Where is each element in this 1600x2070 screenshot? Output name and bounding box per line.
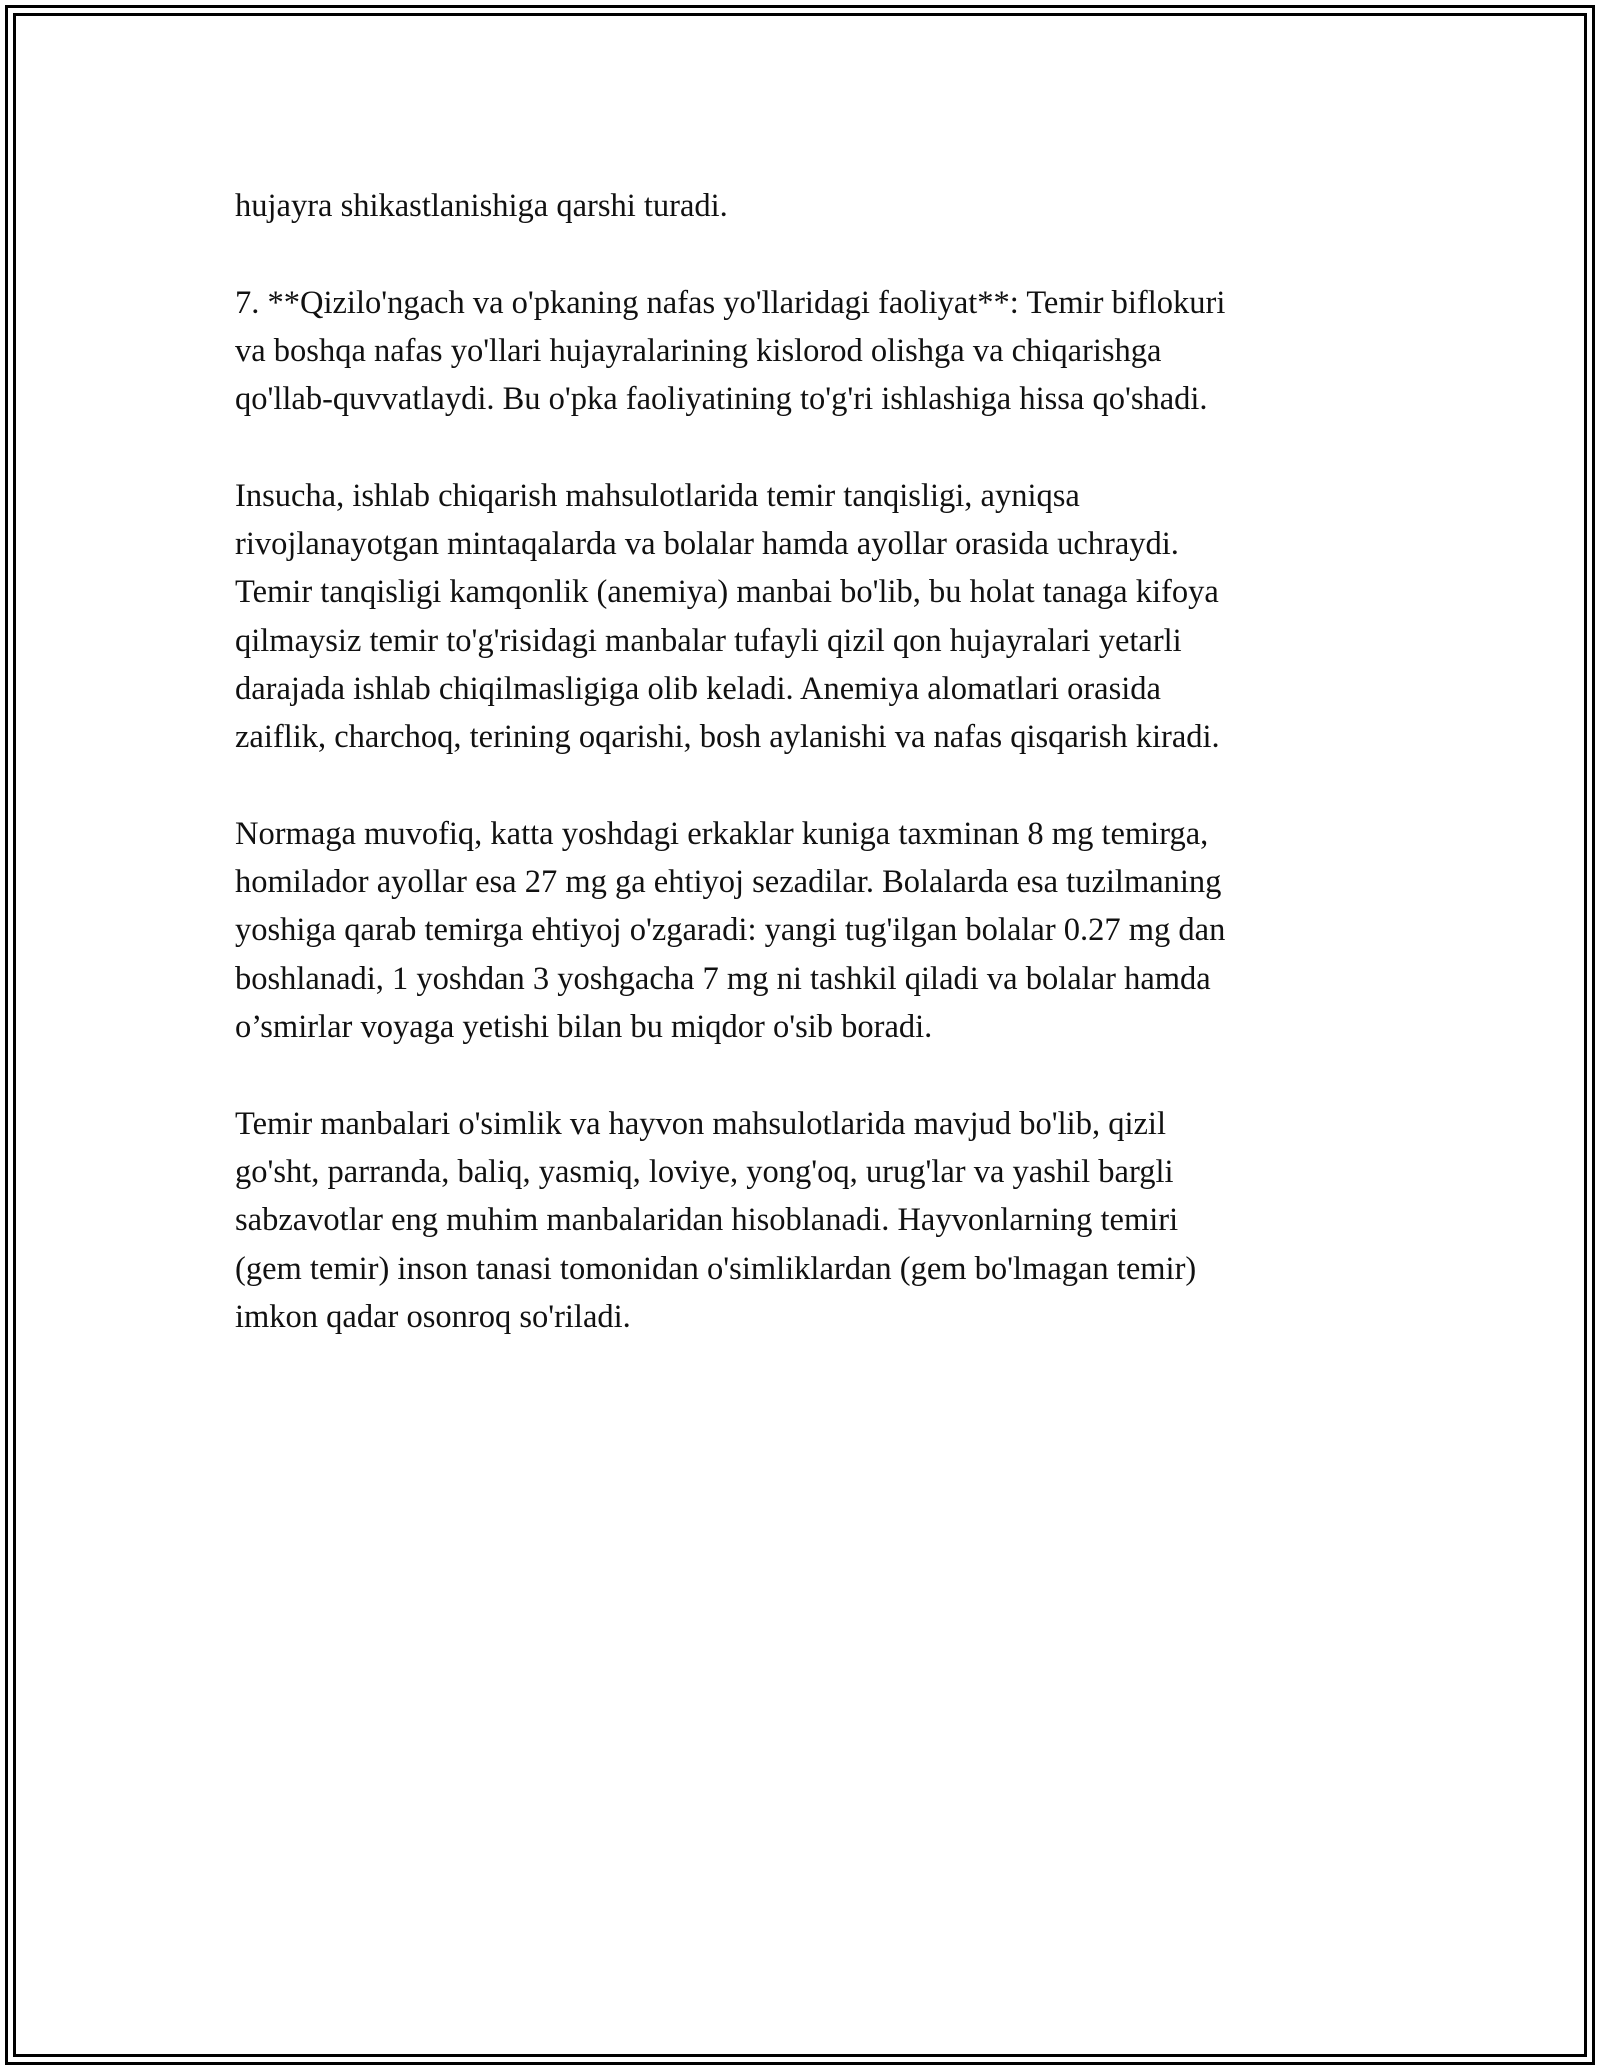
paragraph-4 bbox=[235, 810, 1365, 1051]
text-line: o’smirlar voyaga yetishi bilan bu miqdor o'sib boradi. bbox=[235, 1009, 933, 1046]
text-line: qilmaysiz temir to'g'risidagi manbalar tufayli qizil qon hujayralari yetarli bbox=[235, 622, 1182, 659]
text-line: rivojlanayotgan mintaqalarda va bolalar hamda ayollar orasida uchraydi. bbox=[235, 526, 1179, 563]
text-line: Temir manbalari o'simlik va hayvon mahsulotlarida mavjud bo'lib, qizil bbox=[235, 1105, 1166, 1142]
text-line: Normaga muvofiq, katta yoshdagi erkaklar kuniga taxminan 8 mg temirga, bbox=[235, 815, 1209, 852]
text-line: homilador ayollar esa 27 mg ga ehtiyoj sezadilar. Bolalarda esa tuzilmaning bbox=[235, 864, 1222, 901]
paragraph-3 bbox=[235, 472, 1365, 762]
text-line: Insucha, ishlab chiqarish mahsulotlarida temir tanqisligi, ayniqsa bbox=[235, 477, 1080, 514]
text-line: zaiflik, charchoq, terining oqarishi, bosh aylanishi va nafas qisqarish kiradi. bbox=[235, 719, 1220, 756]
text-line: darajada ishlab chiqilmasligiga olib keladi. Anemiya alomatlari orasida bbox=[235, 670, 1161, 707]
text-line: boshlanadi, 1 yoshdan 3 yoshgacha 7 mg ni tashkil qiladi va bolalar hamda bbox=[235, 960, 1211, 997]
paragraph-2 bbox=[235, 279, 1365, 424]
text-line: sabzavotlar eng muhim manbalaridan hisoblanadi. Hayvonlarning temiri bbox=[235, 1202, 1179, 1239]
text-line: Temir tanqisligi kamqonlik (anemiya) manbai bo'lib, bu holat tanaga kifoya bbox=[235, 574, 1219, 611]
text-line: hujayra shikastlanishiga qarshi turadi. bbox=[235, 188, 728, 224]
text-line: imkon qadar osonroq so'riladi. bbox=[235, 1298, 631, 1335]
text-line: (gem temir) inson tanasi tomonidan o'simliklardan (gem bo'lmagan temir) bbox=[235, 1250, 1197, 1287]
text-line: yoshiga qarab temirga ehtiyoj o'zgaradi: yangi tug'ilgan bolalar 0.27 mg dan bbox=[235, 912, 1226, 949]
text-line: 7. **Qizilo'ngach va o'pkaning nafas yo'llaridagi faoliyat**: Temir biflokuri bbox=[235, 284, 1226, 321]
text-line: go'sht, parranda, baliq, yasmiq, loviye, yong'oq, urug'lar va yashil bargli bbox=[235, 1153, 1174, 1190]
text-line: va boshqa nafas yo'llari hujayralarining kislorod olishga va chiqarishga bbox=[235, 332, 1162, 369]
paragraph-1 bbox=[235, 182, 1365, 230]
paragraph-5 bbox=[235, 1100, 1365, 1341]
document-body bbox=[235, 182, 1365, 1389]
text-line: qo'llab-quvvatlaydi. Bu o'pka faoliyatining to'g'ri ishlashiga hissa qo'shadi. bbox=[235, 381, 1208, 418]
